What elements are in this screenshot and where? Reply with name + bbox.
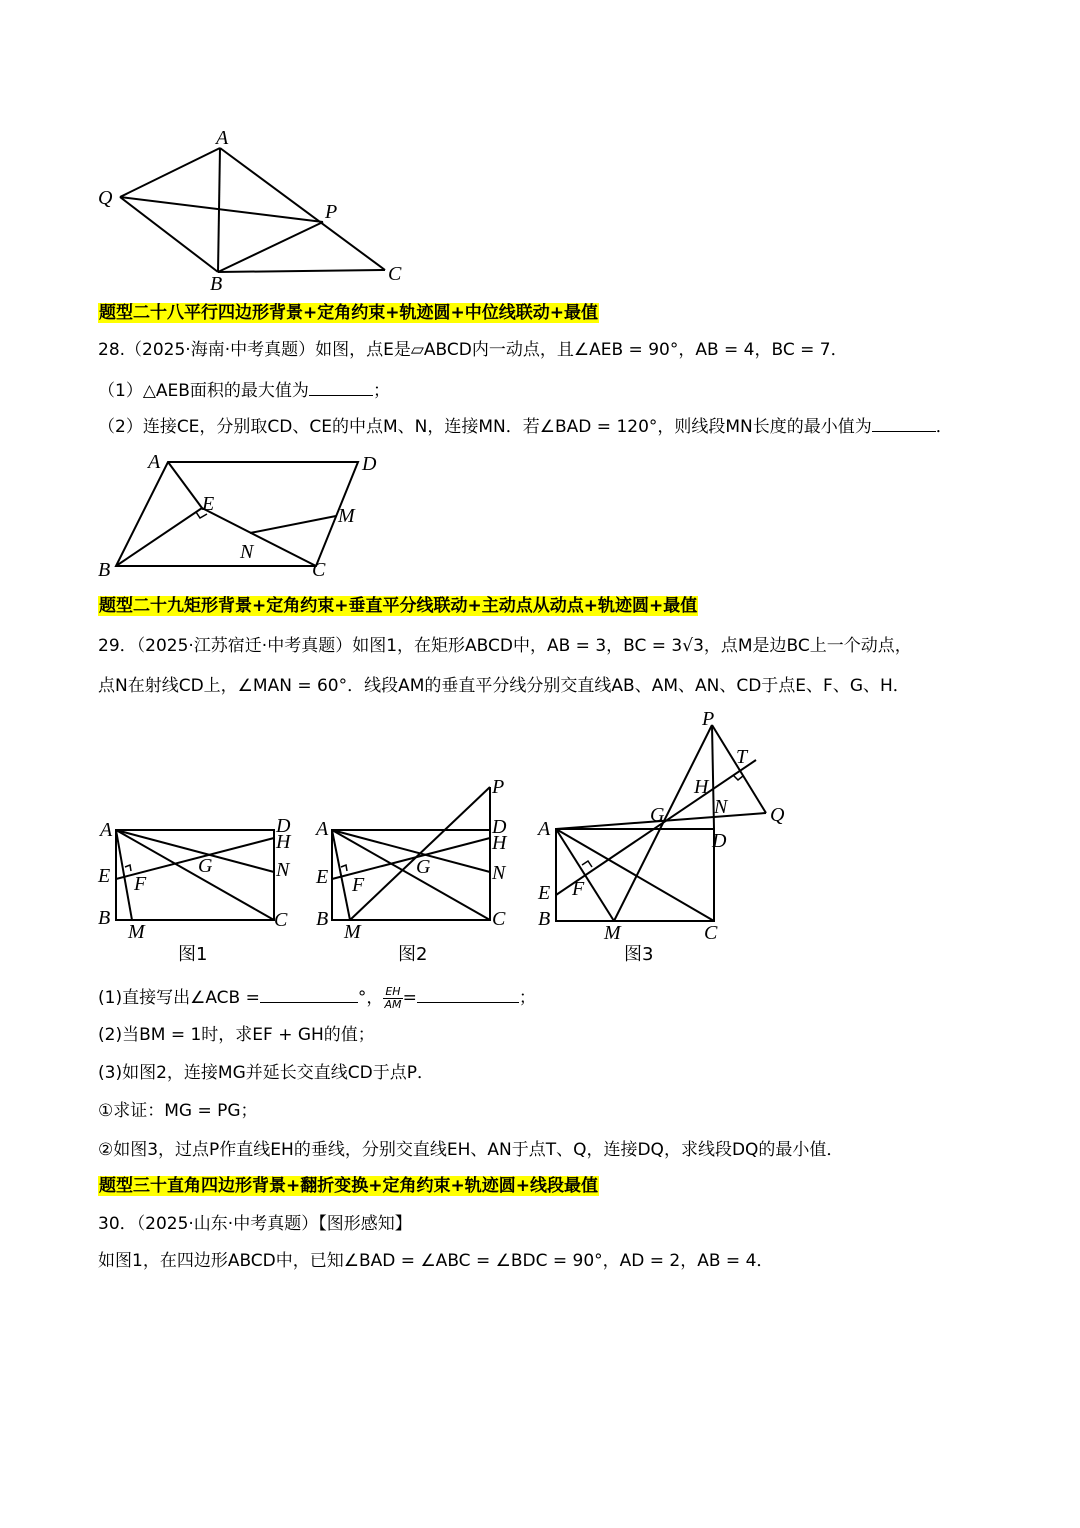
figure-q29-3 bbox=[530, 705, 800, 970]
figure-q29-2 bbox=[310, 775, 522, 970]
label-P: P bbox=[325, 201, 338, 223]
label-H: H bbox=[492, 832, 507, 854]
section-28-heading: 题型二十八平行四边形背景+定角约束+轨迹圆+中位线联动+最值 bbox=[99, 303, 598, 323]
figure-2-caption: 图2 bbox=[398, 944, 428, 965]
label-B: B bbox=[210, 273, 223, 295]
problem-29-q3: (3)如图2，连接MG并延长交直线CD于点P． bbox=[98, 1063, 434, 1083]
figure-q27 bbox=[90, 120, 420, 295]
label-E: E bbox=[202, 493, 215, 515]
label-N: N bbox=[714, 796, 728, 818]
label-A: A bbox=[216, 127, 229, 149]
label-B: B bbox=[98, 907, 111, 929]
label-C: C bbox=[704, 922, 718, 944]
label-D: D bbox=[276, 815, 291, 837]
label-H: H bbox=[694, 776, 709, 798]
fraction-eh-am: $\frac{EH}{AM}$ bbox=[384, 984, 402, 1011]
problem-29-q2: (2)当BM = 1时，求EF + GH的值； bbox=[98, 1025, 375, 1045]
problem-29-line1: 29．（2025·江苏宿迁·中考真题）如图1，在矩形ABCD中，AB = 3，BC = 3√3，点M是边BC上一个动点， bbox=[98, 636, 912, 656]
label-M: M bbox=[344, 921, 361, 943]
label-A: A bbox=[148, 451, 161, 473]
problem-28-part1: （1）△AEB面积的最大值为 ； bbox=[98, 377, 390, 403]
label-F: F bbox=[572, 878, 585, 900]
answer-blank[interactable] bbox=[417, 984, 519, 1003]
problem-29-q3-1: ①求证：MG = PG； bbox=[98, 1101, 258, 1121]
label-N: N bbox=[492, 862, 506, 884]
problem-30-line2: 如图1，在四边形ABCD中，已知∠BAD = ∠ABC = ∠BDC = 90°，AD = 2，AB = 4． bbox=[98, 1251, 774, 1271]
problem-29-line2: 点N在射线CD上，∠MAN = 60°．线段AM的垂直平分线分别交直线AB、AM、AN、CD于点E、F、G、H． bbox=[98, 676, 910, 696]
label-B: B bbox=[98, 559, 111, 581]
label-B: B bbox=[538, 908, 551, 930]
label-F: F bbox=[134, 873, 147, 895]
label-P: P bbox=[702, 708, 715, 730]
problem-29-q3-2: ②如图3，过点P作直线EH的垂线，分别交直线EH、AN于点T、Q，连接DQ，求线段DQ的最小值． bbox=[98, 1140, 844, 1160]
label-G: G bbox=[650, 804, 665, 826]
label-F: F bbox=[352, 874, 365, 896]
label-D: D bbox=[492, 816, 507, 838]
figure-q29-1 bbox=[92, 812, 302, 970]
figure-3-caption: 图3 bbox=[624, 944, 654, 965]
label-A: A bbox=[316, 818, 329, 840]
label-E: E bbox=[538, 882, 551, 904]
label-Q: Q bbox=[770, 804, 785, 826]
problem-29-q1: (1)直接写出∠ACB = °， $\frac{EH}{AM}$ = ； bbox=[98, 984, 536, 1011]
label-T: T bbox=[736, 746, 748, 768]
section-29-heading: 题型二十九矩形背景+定角约束+垂直平分线联动+主动点从动点+轨迹圆+最值 bbox=[99, 596, 698, 616]
label-N: N bbox=[240, 541, 254, 563]
label-N: N bbox=[276, 859, 290, 881]
label-G: G bbox=[198, 855, 213, 877]
problem-28-text: 28.（2025·海南·中考真题）如图，点E是▱ABCD内一动点，且∠AEB = 90°，AB = 4，BC = 7． bbox=[98, 340, 848, 360]
answer-blank[interactable] bbox=[260, 984, 358, 1003]
section-30-heading: 题型三十直角四边形背景+翻折变换+定角约束+轨迹圆+线段最值 bbox=[99, 1176, 598, 1196]
label-E: E bbox=[98, 865, 111, 887]
label-P: P bbox=[492, 776, 505, 798]
label-E: E bbox=[316, 866, 329, 888]
label-H: H bbox=[276, 831, 291, 853]
label-Q: Q bbox=[98, 187, 113, 209]
label-M: M bbox=[604, 922, 621, 944]
label-D: D bbox=[712, 830, 727, 852]
label-G: G bbox=[416, 856, 431, 878]
problem-30-line1: 30．（2025·山东·中考真题）【图形感知】 bbox=[98, 1214, 412, 1234]
problem-28-part2: （2）连接CE，分别取CD、CE的中点M、N，连接MN．若∠BAD = 120°，则线段MN长度的最小值为 ． bbox=[98, 413, 953, 439]
label-C: C bbox=[492, 908, 506, 930]
label-B: B bbox=[316, 908, 329, 930]
label-C: C bbox=[274, 909, 288, 931]
figure-q28 bbox=[90, 448, 400, 583]
label-D: D bbox=[362, 453, 377, 475]
answer-blank[interactable] bbox=[309, 377, 373, 396]
label-C: C bbox=[388, 263, 402, 285]
label-C: C bbox=[312, 559, 326, 581]
label-A: A bbox=[100, 819, 113, 841]
label-M: M bbox=[338, 505, 355, 527]
label-A: A bbox=[538, 818, 551, 840]
label-M: M bbox=[128, 921, 145, 943]
answer-blank[interactable] bbox=[872, 413, 936, 432]
figure-1-caption: 图1 bbox=[178, 944, 208, 965]
